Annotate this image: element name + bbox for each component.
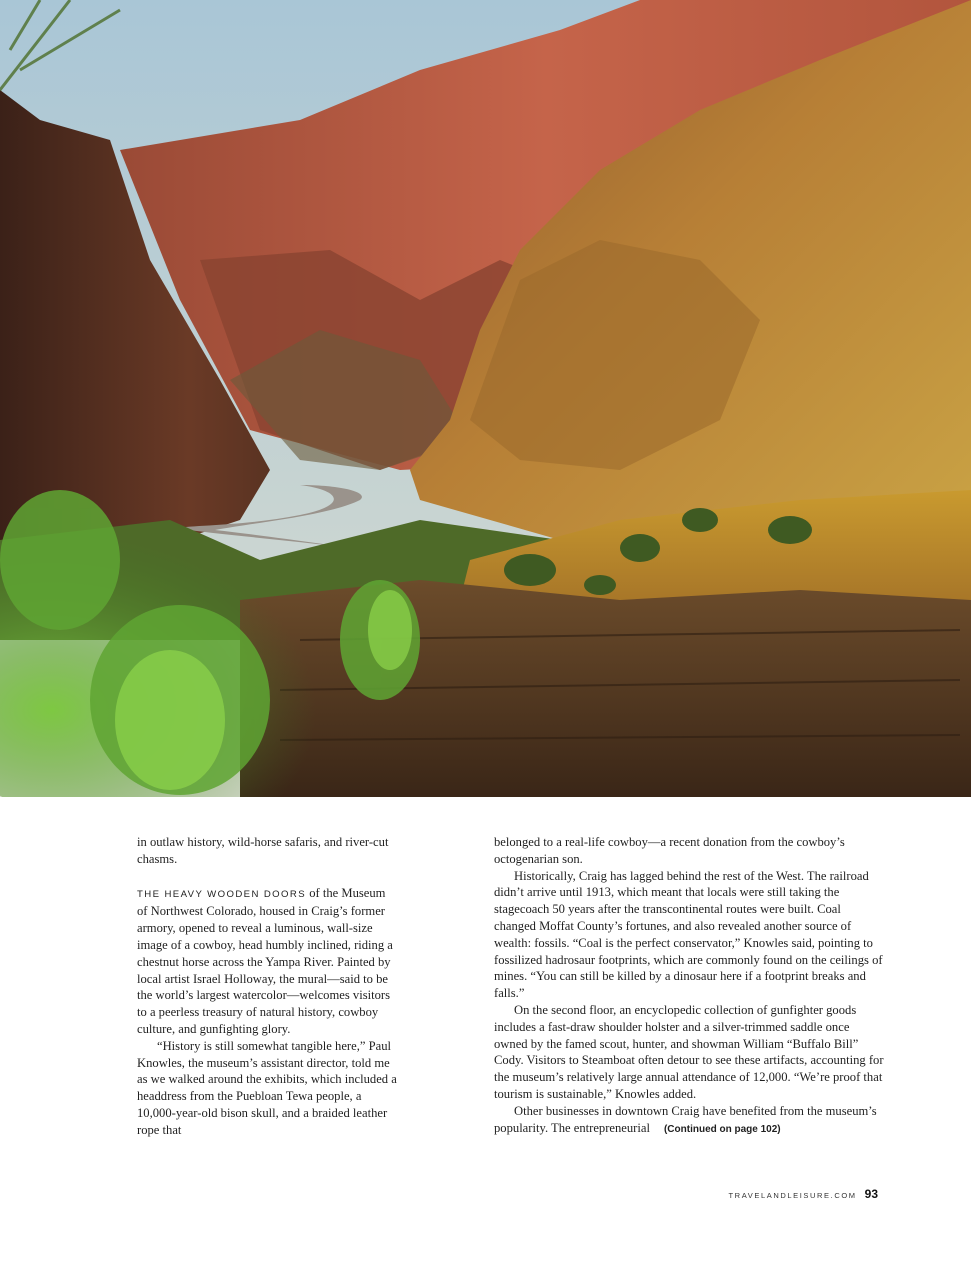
continued-notice: (Continued on page 102) [663, 1123, 781, 1135]
paragraph [494, 1103, 884, 1139]
section-lead-in: THE HEAVY WOODEN DOORS [137, 888, 307, 900]
article-column-left [137, 834, 399, 1139]
paragraph-text: Other businesses in downtown Craig have benefited from the museum’s popularity. The entrepreneurial [494, 1103, 877, 1135]
paragraph: Historically, Craig has lagged behind the rest of the West. The railroad didn’t arrive until 1913, which meant that locals were still taking the stagecoach 50 years after the transcontinental routes were built. Coal changed Moffat County’s fortunes, and also revealed another source of wealth: fossils. “Coal is the perfect conservator,” Knowles said, pointing to fossilized hadrosaur footprints, which are commonly found on the ceilings of mines. “You can still be killed by a dinosaur here if a footprint breaks and falls.” [494, 868, 883, 1001]
site-url: TRAVELANDLEISURE.COM [728, 1191, 857, 1200]
page-footer [729, 1187, 879, 1201]
paragraph: “History is still somewhat tangible here,” Paul Knowles, the museum’s assistant director, told me as we walked around the exhibits, which included a headdress from the Puebloan Tewa people, a 10,000-year-old bison skull, and a braided leather rope that [137, 1038, 397, 1137]
paragraph: in outlaw history, wild-horse safaris, and river-cut chasms. [137, 835, 389, 866]
page-number: 93 [864, 1187, 878, 1201]
paragraph [137, 885, 399, 1038]
paragraph: belonged to a real-life cowboy—a recent donation from the cowboy’s octogenarian son. [494, 835, 845, 866]
paragraph: On the second floor, an encyclopedic collection of gunfighter goods includes a fast-draw shoulder holster and a silver-trimmed saddle once owned by the famed scout, hunter, and showman William “Buffalo Bill” Cody. Visitors to Steamboat often detour to see these artifacts, accounting for the museum’s relatively large annual attendance of 12,000. “We’re proof that tourism is sustainable,” Knowles added. [494, 1002, 884, 1101]
article-column-right [494, 834, 884, 1138]
paragraph-text: of the Museum of Northwest Colorado, housed in Craig’s former armory, opened to reveal a luminous, wall-size image of a cowboy, head humbly inclined, riding a chestnut horse across the Yampa River. Painted by local artist Israel Holloway, the mural—said to be the world’s largest watercolor—welcomes visitors to a peerless treasury of natural history, cowboy culture, and gunfighting glory. [137, 885, 393, 1036]
